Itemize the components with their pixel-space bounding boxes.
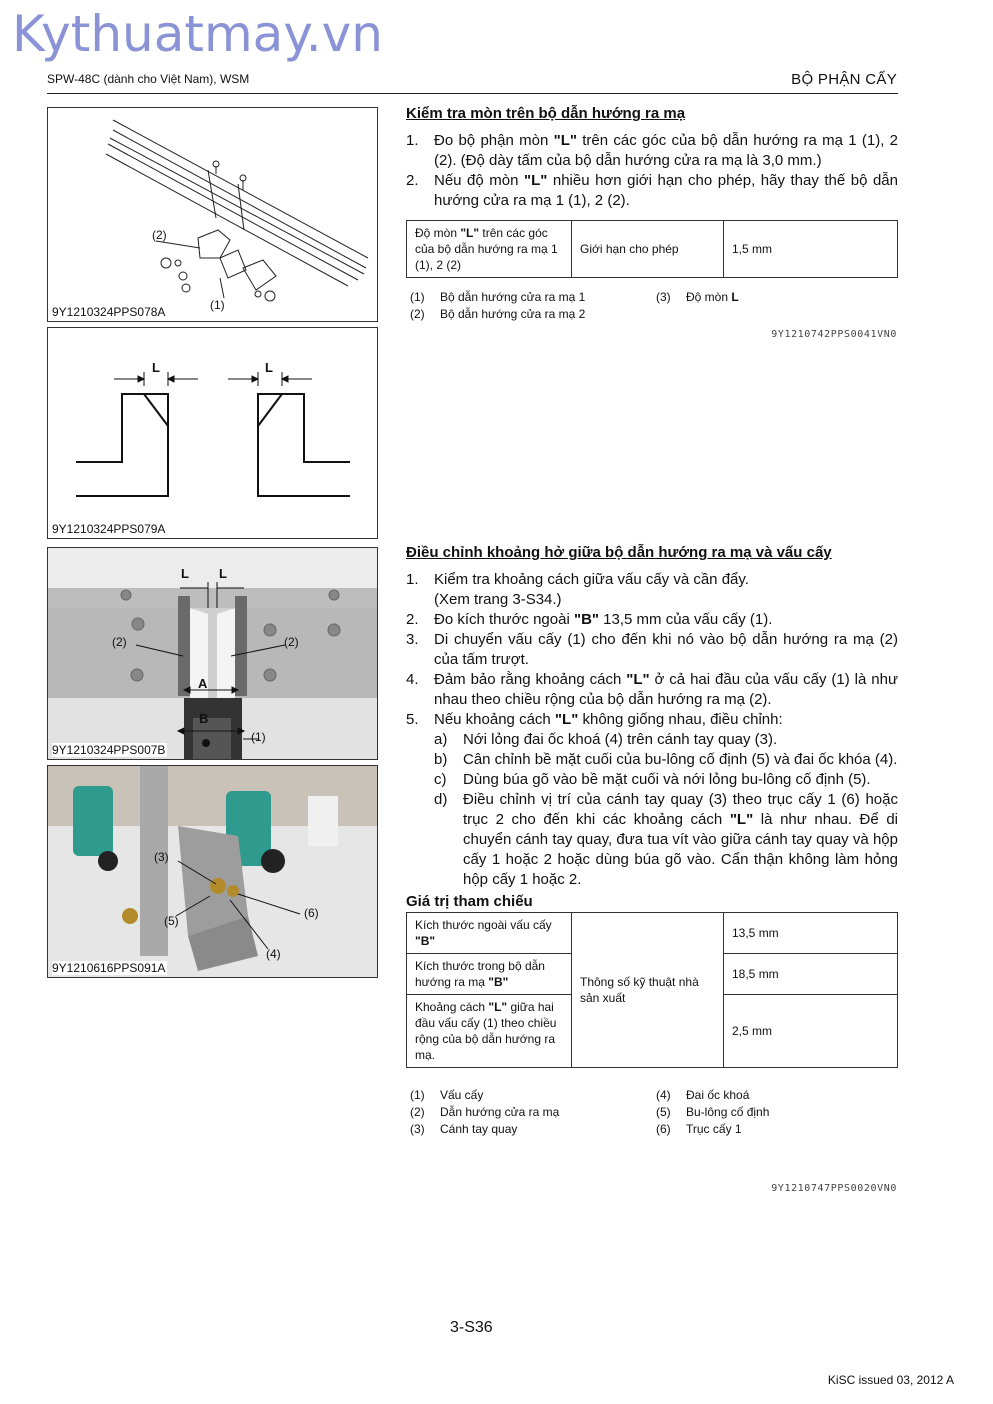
callout-2-left: (2) xyxy=(112,635,127,649)
ref-code: 9Y1210747PPS0020VN0 xyxy=(771,1183,897,1194)
substep-item: b) Cân chỉnh bề mặt cuối của bu-lông cố định (5) và đai ốc khóa (4). xyxy=(434,751,898,768)
figure-mechanism-photo xyxy=(47,765,378,978)
substep-list xyxy=(434,730,898,890)
step-item: 2. Nếu độ mòn "L" nhiều hơn giới hạn cho phép, hãy thay thế bộ dẫn hướng cửa ra mạ 1 (1), 2 (2). xyxy=(406,172,898,209)
callout-6: (6) xyxy=(304,906,319,920)
figure-wear-profile xyxy=(47,327,378,539)
table-cell-limit: Giới hạn cho phép xyxy=(572,221,724,278)
header-manual-title: SPW-48C (dành cho Việt Nam), WSM xyxy=(47,72,250,86)
reference-title: Giá trị tham chiếu xyxy=(406,893,533,910)
substep-item: c) Dùng búa gõ vào bề mặt cuối và nới lỏng bu-lông cố định (5). xyxy=(434,771,871,788)
legend: (1) Vấu cấy (4) Đai ốc khoá (2) Dẫn hướng cửa ra mạ (5) Bu-lông cố định (3) Cánh tay quay (6) Trục cấy 1 xyxy=(410,1088,770,1136)
callout-2: (2) xyxy=(152,228,167,242)
mechanism-photo xyxy=(48,766,377,977)
figure-code: 9Y1210616PPS091A xyxy=(52,961,166,975)
step-list xyxy=(406,131,898,211)
step-item: 1. Kiểm tra khoảng cách giữa vấu cấy và cần đẩy. (Xem trang 3-S34.) xyxy=(406,571,749,608)
substep-item: a) Nới lỏng đai ốc khoá (4) trên cánh tay quay (3). xyxy=(434,731,778,748)
reference-table xyxy=(406,912,898,1068)
table-cell-item: Kích thước trong bộ dẫn hướng ra mạ "B" xyxy=(407,954,572,995)
label-B: B xyxy=(199,711,209,726)
figure-code: 9Y1210324PPS079A xyxy=(52,522,166,536)
table-cell-value: 18,5 mm xyxy=(724,954,898,995)
watermark: Kythuatmay.vn xyxy=(12,5,383,63)
header-rule xyxy=(47,93,898,94)
substep-item: d) Điều chỉnh vị trí của cánh tay quay (3) theo trục cấy 1 (6) hoặc trục 2 cho đến khi các khoảng cách "L" là như nhau. Để di chuyển cánh tay quay, đưa tua vít vào giữa cánh tay quay và hộp cấy 1 hoặc 2 hoặc dùng búa gõ vào. Cẩn thận không làm hỏng hộp cấy 1 hoặc 2. xyxy=(434,791,899,888)
step-item: 5. Nếu khoảng cách "L" không giống nhau, điều chỉnh: a) Nới lỏng đai ốc khoá (4) trên cánh tay quay (3). b) Cân chỉnh bề mặt cuối của bu-lông cố định (5) và đai ốc khóa (4). c) Dùng búa gõ vào bề mặt cuối và nới lỏng bu-lông cố định (5). d) Điều chỉnh vị trí của cánh tay quay (3) theo trục cấy 1 (6) hoặc trục 2 cho đến khi các khoảng cách "L" là như nhau. Để di chuyển cánh tay quay, đưa tua vít vào giữa cánh tay quay và hộp cấy 1 hoặc 2 hoặc dùng búa gõ vào. Cẩn thận không làm hỏng hộp cấy 1 hoặc 2. xyxy=(406,711,899,888)
page-number: 3-S36 xyxy=(450,1319,493,1336)
label-L2: L xyxy=(219,566,227,581)
table-cell-item: Khoảng cách "L" giữa hai đầu vấu cấy (1) theo chiều rộng của bộ dẫn hướng ra mạ. xyxy=(407,995,572,1068)
figure-code: 9Y1210324PPS078A xyxy=(52,305,166,319)
step-item: 3. Di chuyển vấu cấy (1) cho đến khi nó vào bộ dẫn hướng ra mạ (2) của tấm trượt. xyxy=(406,631,898,668)
step-item: 4. Đảm bảo rằng khoảng cách "L" ở cả hai đầu của vấu cấy (1) là như nhau theo chiều rộng của bộ dẫn hướng ra mạ (2). xyxy=(406,671,899,708)
section-title: Kiểm tra mòn trên bộ dẫn hướng ra mạ xyxy=(406,105,686,122)
figure-guide-exploded xyxy=(47,107,378,322)
ref-code: 9Y1210742PPS0041VN0 xyxy=(771,329,897,340)
label-L-right: L xyxy=(265,360,273,375)
exploded-drawing xyxy=(48,108,377,321)
label-A: A xyxy=(198,676,208,691)
header-section-title: BỘ PHẬN CẤY xyxy=(791,71,897,88)
guide-photo xyxy=(48,548,377,759)
table-cell-value: 2,5 mm xyxy=(724,995,898,1068)
table-cell-item: Kích thước ngoài vấu cấy "B" xyxy=(407,913,572,954)
callout-4: (4) xyxy=(266,947,281,961)
callout-1: (1) xyxy=(210,298,225,312)
table-cell-value: 1,5 mm xyxy=(724,221,898,278)
callout-1: (1) xyxy=(251,730,266,744)
wear-limit-table xyxy=(406,220,898,278)
section-wear-check xyxy=(406,104,898,323)
label-L-left: L xyxy=(152,360,160,375)
figure-guide-photo xyxy=(47,547,378,760)
label-L1: L xyxy=(181,566,189,581)
issue-note: KiSC issued 03, 2012 A xyxy=(827,1373,954,1387)
table-cell-spec: Thông số kỹ thuật nhà sản xuất xyxy=(572,913,724,1068)
step-item: 1. Đo bộ phận mòn "L" trên các góc của bộ dẫn hướng ra mạ 1 (1), 2 (2). (Độ dày tấm của bộ dẫn hướng cửa ra mạ là 3,0 mm.) xyxy=(406,132,899,169)
callout-5: (5) xyxy=(164,914,179,928)
table-cell-item: Độ mòn "L" trên các góc của bộ dẫn hướng ra mạ 1 (1), 2 (2) xyxy=(407,221,572,278)
table-cell-value: 13,5 mm xyxy=(724,913,898,954)
step-list xyxy=(406,570,898,890)
callout-3: (3) xyxy=(154,850,169,864)
step-item: 2. Đo kích thước ngoài "B" 13,5 mm của vấu cấy (1). xyxy=(406,611,773,628)
callout-2-right: (2) xyxy=(284,635,299,649)
wear-profile-drawing xyxy=(48,328,377,538)
section-gap-adjust xyxy=(406,543,898,1138)
figure-code: 9Y1210324PPS007B xyxy=(52,743,166,757)
section-title: Điều chỉnh khoảng hở giữa bộ dẫn hướng ra mạ và vấu cấy xyxy=(406,544,832,561)
legend: (1) Bộ dẫn hướng cửa ra mạ 1 (3) Độ mòn L (2) Bộ dẫn hướng cửa ra mạ 2 xyxy=(410,290,739,321)
